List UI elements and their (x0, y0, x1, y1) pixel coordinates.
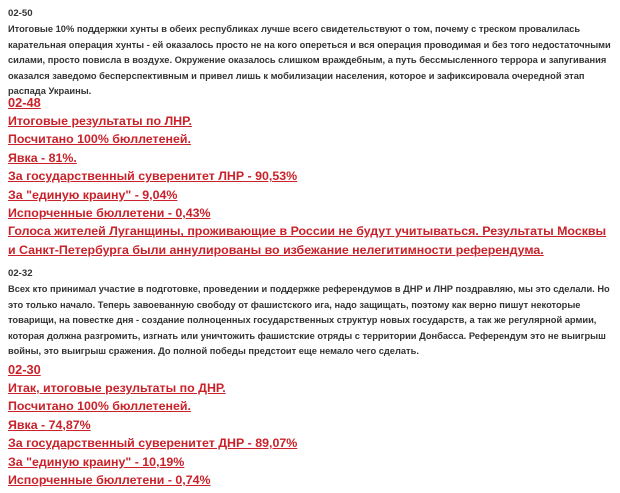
result-line: Посчитано 100% бюллетеней. (8, 399, 191, 414)
result-line: Итоговые результаты по ЛНР. (8, 114, 192, 128)
result-line: Явка - 81%. (8, 150, 77, 165)
result-line: Испорченные бюллетени - 0,43% (8, 206, 211, 221)
entry-timestamp: 02-48 (8, 95, 41, 110)
result-line: За государственный суверенитет ДНР - 89,07% (8, 436, 298, 451)
entry-timestamp: 02-32 (8, 268, 33, 279)
entry-0248 (8, 94, 612, 259)
result-line: За "единую краину" - 9,04% (8, 187, 178, 202)
entry-0232 (8, 268, 612, 360)
entry-text: Итоговые 10% поддержки хунты в обеих республиках лучше всего свидетельствуют о том, почему с треском провалилась карательная операция хунты - ей оказалось просто не на кого опереться и вся операция проводимая и без того недостаточными силами, просто повисла в воздухе. Окружение оказалось слишком враждебным, а путь бессмысленного террора и запугивания оказался заведомо бесперспективным и привел лишь к мобилизации населения, которое и зафиксировала очередной этап распада Украины. (8, 24, 611, 97)
result-line: Итак, итоговые результаты по ДНР. (8, 381, 226, 395)
entry-0250 (8, 8, 612, 100)
entry-0230 (8, 361, 612, 489)
entry-timestamp: 02-30 (8, 362, 41, 377)
entry-timestamp: 02-50 (8, 8, 33, 19)
entry-text: Всех кто принимал участие в подготовке, проведении и поддержке референдумов в ДНР и ЛНР поздравляю, мы это сделали. Но это только начало. Теперь завоеванную свободу от фашистского ига, надо защищать, поэтому как верно пишут некоторые товарищи, на повестке дня - создание полноценных государственных структур новых государств, а так же регулярной армии, которая должна разгромить, изгнать или уничтожить фашистские отряды с территории Донбасса. Референдум это не выигрыш войны, это выигрыш сражения. До полной победы предстоит еще немало чего сделать. (8, 284, 610, 357)
result-line: Явка - 74,87% (8, 417, 91, 432)
result-line: Испорченные бюллетени - 0,74% (8, 473, 211, 488)
result-line: За государственный суверенитет ЛНР - 90,53% (8, 169, 298, 184)
result-note: Голоса жителей Луганщины, проживающие в России не будут учитываться. Результаты Москвы и Санкт-Петербурга были аннулированы во избежание нелегитимности референдума. (8, 224, 607, 257)
result-line: Посчитано 100% бюллетеней. (8, 132, 191, 147)
result-line: За "единую краину" - 10,19% (8, 454, 185, 469)
